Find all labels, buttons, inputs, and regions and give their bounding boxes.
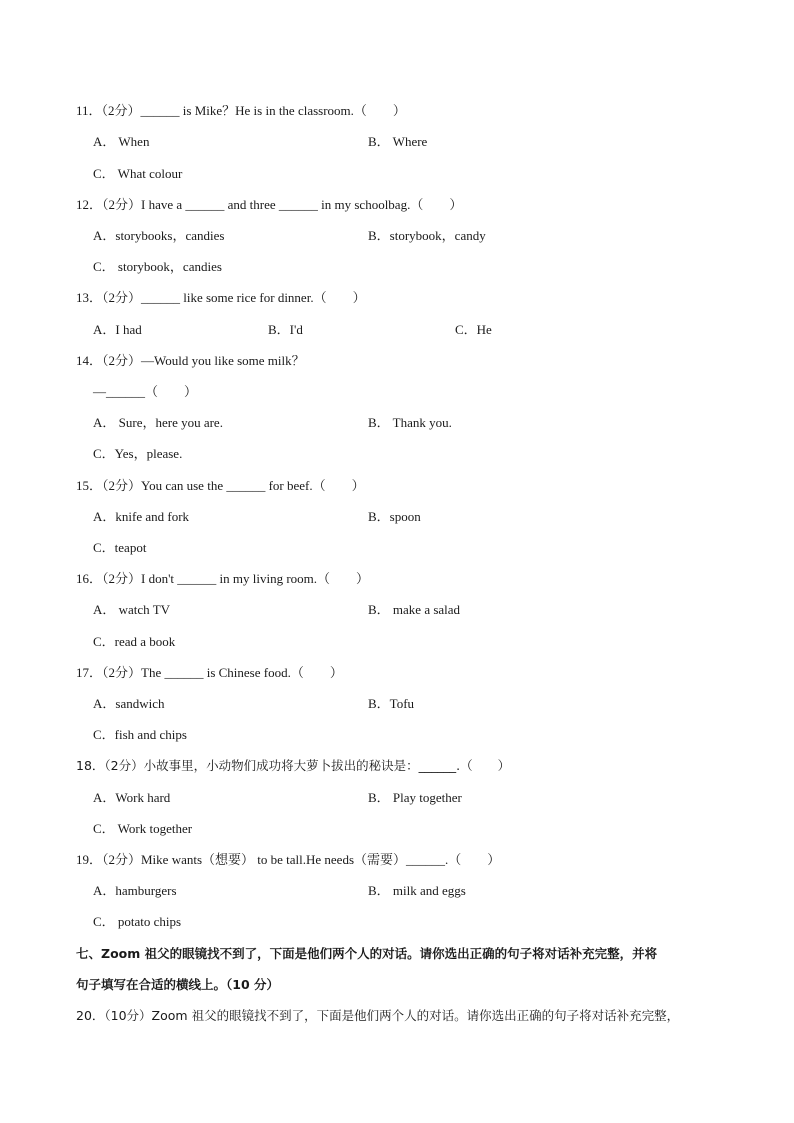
question-11-stem: 11．（2分）______ is Mike？He is in the classroom.（ ） <box>76 103 406 118</box>
question-12-option-c: C． storybook，candies <box>93 259 222 274</box>
question-20-stem: 20．（10分）Zoom 祖父的眼镜找不到了，下面是他们两个人的对话。请你选出正确的句子将对话补充完整， <box>76 1008 680 1023</box>
question-12-option-b: B．storybook，candy <box>368 228 486 243</box>
question-19-stem: 19．（2分）Mike wants（想要） to be tall.He needs（需要）______.（ ） <box>76 852 501 867</box>
question-19-option-b: B． milk and eggs <box>368 883 466 898</box>
question-14-option-a: A． Sure，here you are. <box>93 415 223 430</box>
question-19-option-a: A．hamburgers <box>93 883 177 898</box>
section-7-heading-line-2: 句子填写在合适的横线上。（10 分） <box>76 977 279 992</box>
question-16-option-b: B． make a salad <box>368 602 461 617</box>
question-13-stem: 13．（2分）______ like some rice for dinner.（ ） <box>76 290 366 305</box>
question-13-option-c: C．He <box>455 322 492 337</box>
question-16-option-c: C．read a book <box>93 634 176 649</box>
question-12-option-a: A．storybooks，candies <box>93 228 225 243</box>
question-16-stem: 16．（2分）I don't ______ in my living room.（ ） <box>76 571 370 586</box>
question-17-option-b: B．Tofu <box>368 696 415 711</box>
question-14-option-b: B． Thank you. <box>368 415 452 430</box>
question-13-option-b: B．I'd <box>268 322 303 337</box>
question-18-option-a: A．Work hard <box>93 790 171 805</box>
question-18-option-c: C． Work together <box>93 821 193 836</box>
question-17-stem: 17．（2分）The ______ is Chinese food.（ ） <box>76 665 343 680</box>
question-17-option-c: C．fish and chips <box>93 727 187 742</box>
question-18-stem: 18．（2分）小故事里，小动物们成功将大萝卜拔出的秘诀是：______.（ ） <box>76 758 511 773</box>
question-14-option-c: C．Yes，please. <box>93 446 183 461</box>
question-15-option-c: C．teapot <box>93 540 147 555</box>
question-15-option-b: B．spoon <box>368 509 421 524</box>
question-13-option-a: A．I had <box>93 322 142 337</box>
question-18-option-b: B． Play together <box>368 790 462 805</box>
question-14-stem: 14．（2分）—Would you like some milk？ <box>76 353 305 368</box>
question-12-stem: 12．（2分）I have a ______ and three ______ in my schoolbag.（ ） <box>76 197 463 212</box>
question-17-option-a: A．sandwich <box>93 696 165 711</box>
question-11-option-a: A． When <box>93 134 150 149</box>
question-19-option-c: C． potato chips <box>93 914 182 929</box>
question-11-option-c: C． What colour <box>93 166 183 181</box>
question-15-stem: 15．（2分）You can use the ______ for beef.（ ） <box>76 478 365 493</box>
question-16-option-a: A． watch TV <box>93 602 171 617</box>
question-11-option-b: B． Where <box>368 134 428 149</box>
section-7-heading-line-1: 七、Zoom 祖父的眼镜找不到了，下面是他们两个人的对话。请你选出正确的句子将对话补充完整，并将 <box>76 946 658 961</box>
question-15-option-a: A．knife and fork <box>93 509 190 524</box>
question-14-stem-answer-line: —______（ ） <box>93 384 198 399</box>
